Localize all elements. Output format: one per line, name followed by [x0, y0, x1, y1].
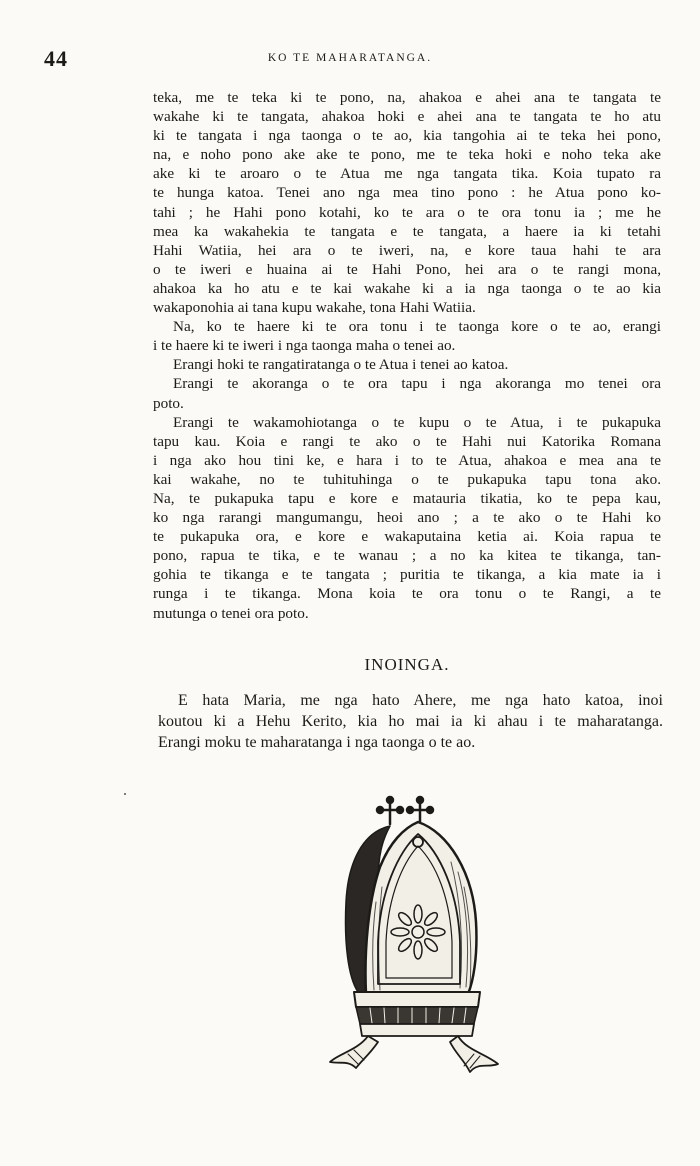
- body-line: wakaponohia ai tana kupu wakahe, tona Hahi Watiia.: [153, 299, 476, 317]
- body-line: runga i te tikanga. Mona koia te ora tonu o te Rangi, a te: [153, 585, 661, 603]
- body-line: tahi ; he Hahi pono kotahi, ko te ara o te ora tonu ia ; me he: [153, 203, 661, 221]
- body-line: teka, me te teka ki te pono, na, ahakoa e ahei ana te tangata te: [153, 89, 661, 106]
- prayer-line: koutou ki a Hehu Kerito, kia ho mai ia ki ahau i te maharatanga.: [158, 713, 663, 730]
- body-line: na, e noho pono ake ake te pono, me te teka hoki e noho teka ake: [153, 146, 661, 164]
- running-head: KO TE MAHARATANGA.: [267, 52, 433, 64]
- cross-icon: [377, 797, 403, 824]
- cross-icon: [407, 797, 433, 824]
- body-line: te pukapuka ora, e kore e wakaputaina ketia ai. Koia rapua te: [153, 528, 661, 546]
- body-line: ahakoa ka ho atu e te kai wakahe ki a ia nga taonga o te ao kia: [153, 279, 661, 297]
- body-line: ko nga rarangi mangumangu, heoi ano ; a te ako o te Hahi ko: [153, 509, 661, 527]
- section-heading: INOINGA.: [364, 655, 450, 674]
- body-line: kai wakahe, no te tuhituhinga o te pukapuka tapu tona ako.: [153, 470, 661, 488]
- body-line: ake ki te aroaro o te Atua me nga tangata tika. Koia tupato ra: [153, 165, 661, 183]
- body-line: wakahe ki te tangata, ahakoa hoki e ahei ana te tangata te ho atu: [153, 108, 661, 126]
- body-line: Na, ko te haere ki te ora tonu i te taonga kore o te ao, erangi: [173, 318, 661, 336]
- body-line: Erangi te wakamohiotanga o te kupu o te Atua, i te pukapuka: [173, 413, 661, 431]
- body-line: Erangi te akoranga o te ora tapu i nga akoranga mo tenei ora: [173, 375, 661, 393]
- prayer-line: Erangi moku te maharatanga i nga taonga o te ao.: [158, 734, 476, 751]
- body-line: tapu kau. Koia e rangi te ako o te Hahi nui Katorika Romana: [153, 432, 661, 450]
- print-speck: [124, 793, 126, 795]
- body-line: ki te tangata i nga taonga o te ao, kia tangohia ai te teka hei pono,: [153, 127, 661, 145]
- body-line: mutunga o tenei ora poto.: [153, 604, 309, 622]
- body-line: Erangi hoki te rangatiratanga o te Atua i tenei ao katoa.: [173, 356, 509, 374]
- body-line: o te iweri e huaina ai te Hahi Pono, hei ara o te rangi mona,: [153, 260, 661, 278]
- body-line: poto.: [153, 394, 184, 412]
- body-text: [153, 88, 661, 623]
- body-line: gohia te tikanga e te tangata ; puritia te tikanga, a kia mate ia i: [153, 566, 661, 584]
- body-line: Hahi Watiia, hei ara o te iweri, na, e kore taua hahi te ara: [153, 241, 661, 259]
- body-line: i nga ako hou tini ke, e hara i to te Atua, ahakoa e mea ana te: [153, 451, 661, 469]
- body-line: i te haere ki te iweri i nga taonga maha o tenei ao.: [153, 337, 456, 355]
- body-line: pono, rapua te tika, e te wanau ; a no ka kitea te tikanga, tan-: [153, 547, 661, 565]
- body-line: mea ka wakahekia te tangata e te tangata, a haere ia ki tetahi: [153, 222, 661, 240]
- page-number: 44: [44, 46, 68, 71]
- body-line: te hunga katoa. Tenei ano nga mea tino pono : he Atua pono ko-: [153, 184, 661, 202]
- body-line: Na, te pukapuka tapu e kore e matauria tikatia, ko te pepa kau,: [153, 489, 661, 507]
- prayer-text: [158, 690, 663, 753]
- prayer-line: E hata Maria, me nga hato Ahere, me nga hato katoa, inoi: [178, 692, 663, 709]
- mitre-illustration: [318, 792, 508, 1082]
